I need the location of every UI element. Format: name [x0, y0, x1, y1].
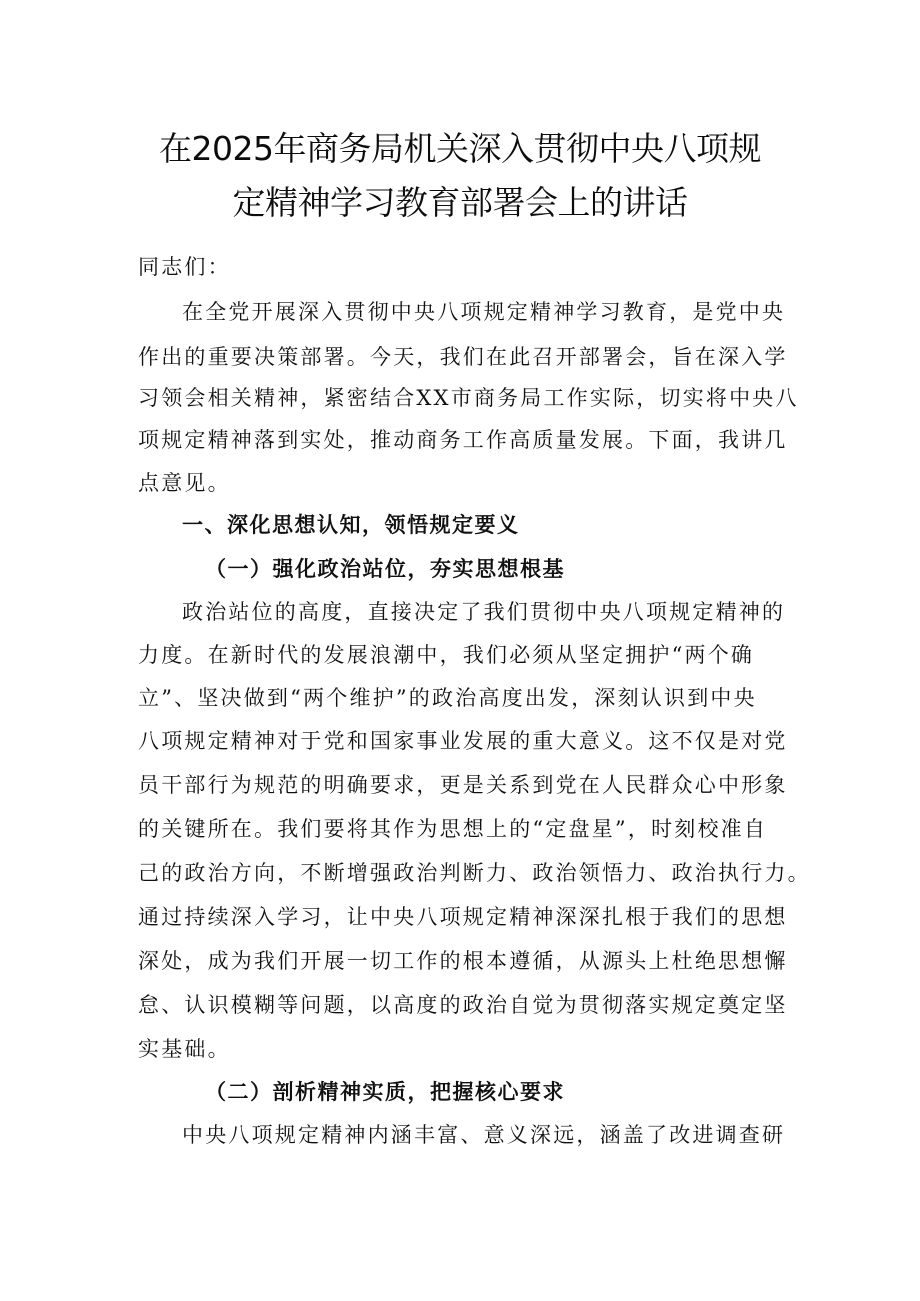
intro-line: 在全党开展深入贯彻中央八项规定精神学习教育，是党中央 — [182, 300, 786, 324]
document-title-line-1: 在2025年商务局机关深入贯彻中央八项规 — [159, 129, 761, 168]
paragraph-line: 立”、坚决做到“两个维护”的政治高度出发，深刻认识到中央 — [138, 686, 757, 710]
paragraph-line: 八项规定精神对于党和国家事业发展的重大意义。这不仅是对党 — [138, 729, 788, 753]
paragraph-line: 中央八项规定精神内涵丰富、意义深远，涵盖了改进调查研 — [182, 1123, 786, 1147]
document-title-line-2: 定精神学习教育部署会上的讲话 — [232, 183, 688, 222]
paragraph-line: 通过持续深入学习，让中央八项规定精神深深扎根于我们的思想 — [138, 905, 788, 929]
intro-line: 点意见。 — [138, 471, 231, 495]
salutation: 同志们： — [138, 255, 231, 279]
subsection-heading: （二）剖析精神实质，把握核心要求 — [205, 1079, 565, 1104]
paragraph-line: 深处，成为我们开展一切工作的根本遵循，从源头上杜绝思想懈 — [138, 949, 788, 973]
intro-line: 项规定精神落到实处，推动商务工作高质量发展。下面，我讲几 — [138, 428, 788, 452]
paragraph-line: 力度。在新时代的发展浪潮中，我们必须从坚定拥护“两个确 — [138, 643, 755, 667]
paragraph-line: 实基础。 — [138, 1037, 231, 1061]
paragraph-line: 怠、认识模糊等问题，以高度的政治自觉为贯彻落实规定奠定坚 — [138, 993, 788, 1017]
paragraph-line: 己的政治方向，不断增强政治判断力、政治领悟力、政治执行力。 — [138, 861, 811, 885]
paragraph-line: 员干部行为规范的明确要求，更是关系到党在人民群众心中形象 — [138, 773, 788, 797]
subsection-heading: （一）强化政治站位，夯实思想根基 — [205, 556, 565, 581]
paragraph-line: 政治站位的高度，直接决定了我们贯彻中央八项规定精神的 — [182, 600, 786, 624]
paragraph-line: 的关键所在。我们要将其作为思想上的“定盘星”，时刻校准自 — [138, 817, 768, 841]
intro-line: 作出的重要决策部署。今天，我们在此召开部署会，旨在深入学 — [138, 345, 788, 369]
section-heading: 一、深化思想认知，领悟规定要义 — [182, 512, 520, 537]
intro-line: 习领会相关精神，紧密结合XX市商务局工作实际，切实将中央八 — [138, 386, 799, 410]
